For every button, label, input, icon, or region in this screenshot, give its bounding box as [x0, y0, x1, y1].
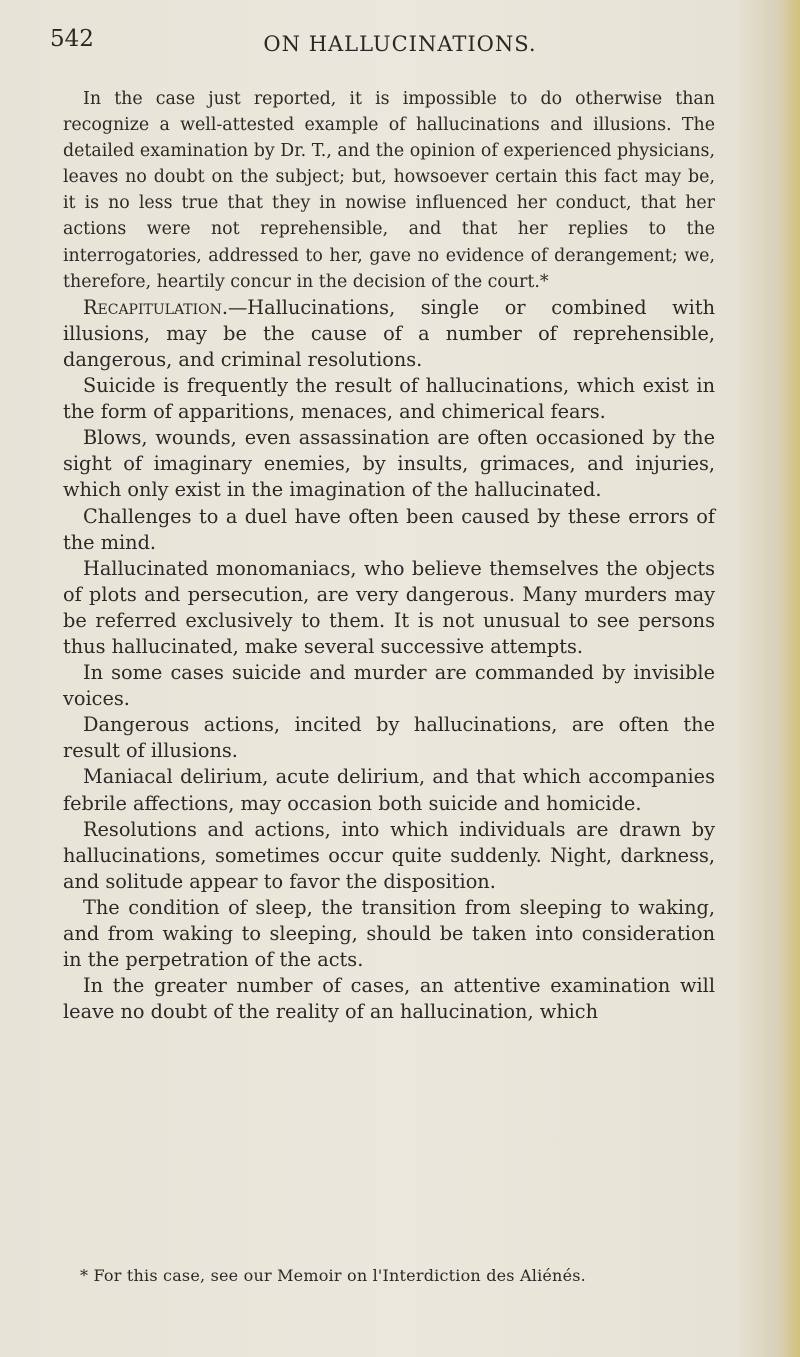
paragraph: The condition of sleep, the transition from sleeping to waking, and from waking to sleeping, should be taken into consideration in the perpetration of the acts. [63, 895, 715, 972]
footnote: * For this case, see our Memoir on l'Interdiction des Aliénés. [80, 1266, 586, 1285]
page-number: 542 [50, 26, 94, 52]
paragraph: In the greater number of cases, an attentive examination will leave no doubt of the reality of an hallucination, which [63, 974, 715, 1024]
paragraph: In the case just reported, it is impossible to do otherwise than recognize a well-attested example of hallucinations and illusions. The detailed examination by Dr. T., and the opinion of experienced physicians, leaves no doubt on the subject; but, howsoever certain this fact may be, it is no less true that they in nowise influenced her conduct, that her actions were not reprehensible, and that her replies to the interrogatories, addressed to her, gave no evidence of derangement; we, therefore, heartily concur in the decision of the court.* [63, 89, 715, 292]
paragraph: Dangerous actions, incited by hallucinations, are often the result of illusions. [63, 713, 715, 763]
recapitulation-label: Recapitulation.— [83, 295, 248, 319]
paragraph: Challenges to a duel have often been caused by these errors of the mind. [63, 504, 715, 554]
body-text [63, 86, 715, 1025]
page-edge-shadow [778, 0, 800, 1357]
recapitulation-text: Hallucinations, single or combined with illusions, may be the cause of a number of reprehensible, dangerous, and criminal resolutions. [63, 295, 715, 371]
paragraph: Suicide is frequently the result of hallucinations, which exist in the form of apparitions, menaces, and chimerical fears. [63, 374, 715, 424]
paragraph: Maniacal delirium, acute delirium, and that which accompanies febrile affections, may occasion both suicide and homicide. [63, 765, 715, 815]
running-head: ON HALLUCINATIONS. [263, 32, 537, 56]
page-header [50, 26, 750, 62]
paragraph-recapitulation [63, 295, 715, 373]
paragraph: In some cases suicide and murder are commanded by invisible voices. [63, 661, 715, 711]
paragraph: Hallucinated monomaniacs, who believe themselves the objects of plots and persecution, are very dangerous. Many murders may be referred exclusively to them. It is not unusual to see persons thus hallucinated, make several successive attempts. [63, 556, 715, 658]
paragraph: Blows, wounds, even assassination are often occasioned by the sight of imaginary enemies, by insults, grimaces, and injuries, which only exist in the imagination of the hallucinated. [63, 426, 715, 502]
paragraph: Resolutions and actions, into which individuals are drawn by hallucinations, sometimes occur quite suddenly. Night, darkness, and solitude appear to favor the disposition. [63, 817, 715, 893]
